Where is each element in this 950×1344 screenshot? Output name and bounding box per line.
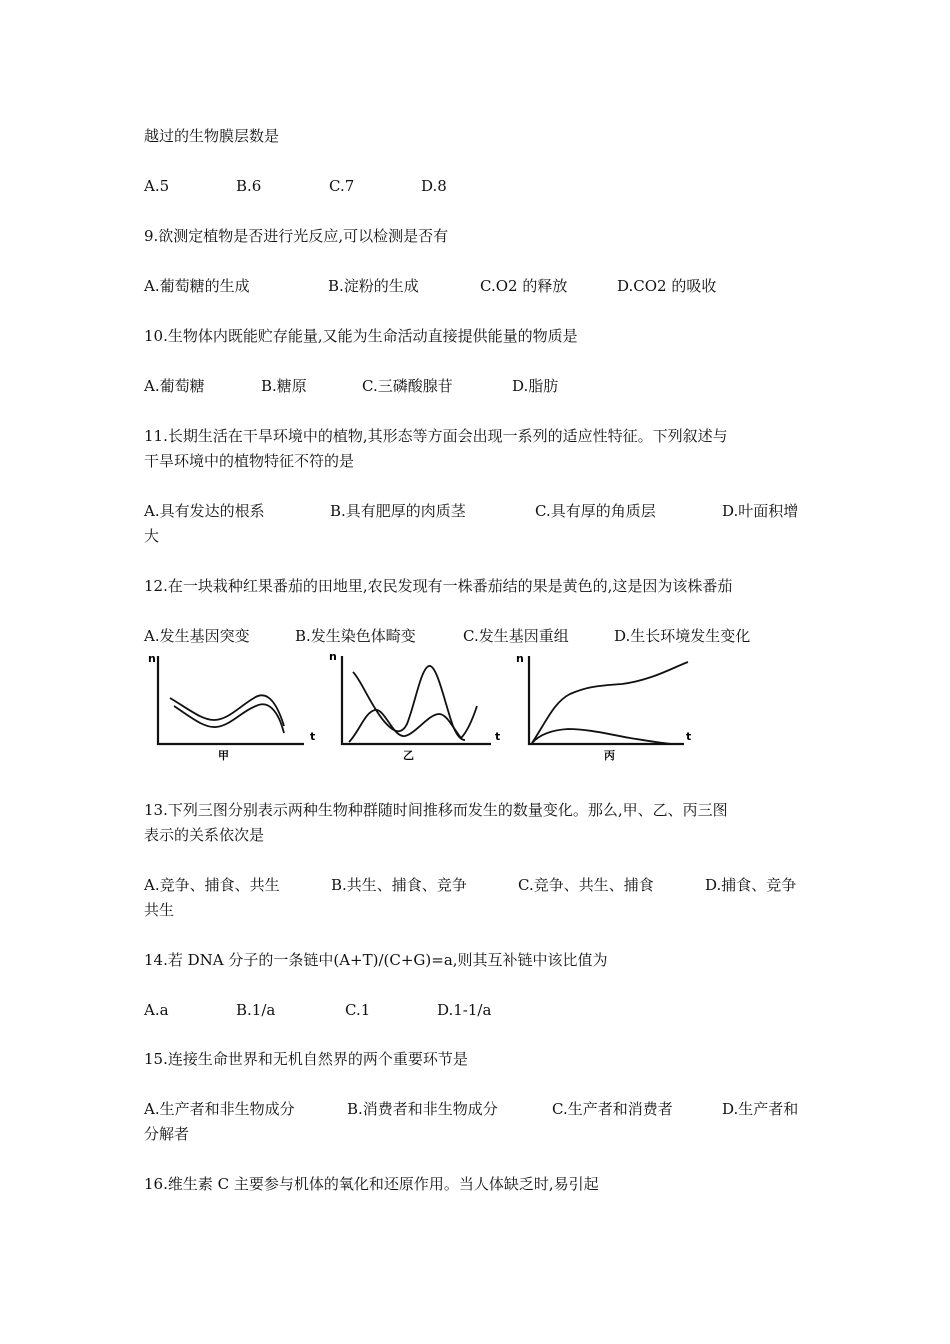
q15-option-c: C.生产者和消费者 (552, 1100, 673, 1118)
q16-stem: 16.维生素 C 主要参与机体的氧化和还原作用。当人体缺乏时,易引起 (144, 1175, 599, 1193)
q10-stem: 10.生物体内既能贮存能量,又能为生命活动直接提供能量的物质是 (144, 327, 578, 345)
q9-option-b: B.淀粉的生成 (328, 277, 419, 295)
q8-option-b: B.6 (236, 177, 262, 195)
figure-jia-x-label: t (310, 730, 316, 743)
q12-option-c: C.发生基因重组 (463, 627, 569, 645)
q12-stem: 12.在一块栽种红果番茄的田地里,农民发现有一株番茄结的果是黄色的,这是因为该株番茄 (144, 577, 733, 595)
q11-option-d-wrap: 大 (144, 527, 160, 545)
q9-option-c: C.O2 的释放 (480, 277, 568, 295)
q12-option-d: D.生长环境发生变化 (614, 627, 751, 645)
q15-stem: 15.连接生命世界和无机自然界的两个重要环节是 (144, 1050, 468, 1068)
q8-stem: 越过的生物膜层数是 (144, 127, 280, 145)
q9-option-a: A.葡萄糖的生成 (144, 277, 250, 295)
q10-option-a: A.葡萄糖 (144, 377, 205, 395)
figure-jia-curve-2 (174, 704, 284, 733)
figure-yi-axes (342, 656, 491, 744)
q13-option-d-wrap: 共生 (144, 901, 175, 919)
figure-jia (144, 648, 324, 766)
figure-yi-x-label: t (495, 730, 501, 743)
q8-option-a: A.5 (144, 177, 170, 195)
q11-option-b: B.具有肥厚的肉质茎 (330, 502, 466, 520)
figure-bing-x-label: t (686, 730, 692, 743)
q15-option-a: A.生产者和非生物成分 (144, 1100, 295, 1118)
q11-option-a: A.具有发达的根系 (144, 502, 265, 520)
figure-bing-curve-2 (532, 729, 672, 744)
q13-option-a: A.竞争、捕食、共生 (144, 876, 280, 894)
q9-stem: 9.欲测定植物是否进行光反应,可以检测是否有 (144, 227, 449, 245)
q10-option-c: C.三磷酸腺苷 (362, 377, 453, 395)
q14-option-b: B.1/a (236, 1001, 276, 1019)
figure-jia-axes (158, 656, 304, 744)
q10-option-d: D.脂肪 (512, 377, 559, 395)
figure-jia-curve-1 (170, 695, 284, 726)
q11-option-d: D.叶面积增 (722, 502, 799, 520)
figure-bing (512, 648, 702, 766)
figure-jia-label: 甲 (218, 749, 229, 762)
q15-option-b: B.消费者和非生物成分 (347, 1100, 498, 1118)
q14-option-c: C.1 (345, 1001, 371, 1019)
q13-option-d: D.捕食、竞争 (705, 876, 797, 894)
q14-option-d: D.1-1/a (437, 1001, 492, 1019)
q13-option-b: B.共生、捕食、竞争 (331, 876, 467, 894)
q13-stem-line2: 表示的关系依次是 (144, 826, 265, 844)
figure-yi (325, 648, 510, 766)
q11-stem-line1: 11.长期生活在干旱环境中的植物,其形态等方面会出现一系列的适应性特征。下列叙述与 (144, 427, 728, 445)
q8-option-c: C.7 (329, 177, 355, 195)
q12-option-b: B.发生染色体畸变 (295, 627, 416, 645)
q13-stem-line1: 13.下列三图分别表示两种生物种群随时间推移而发生的数量变化。那么,甲、乙、丙三图 (144, 801, 728, 819)
q14-stem: 14.若 DNA 分子的一条链中(A+T)/(C+G)=a,则其互补链中该比值为 (144, 951, 608, 969)
q13-option-c: C.竞争、共生、捕食 (518, 876, 654, 894)
figure-jia-y-label: n (148, 652, 156, 665)
figure-yi-label: 乙 (403, 749, 414, 762)
figure-yi-y-label: n (329, 650, 337, 663)
figure-bing-label: 丙 (604, 749, 615, 762)
q15-option-d-wrap: 分解者 (144, 1125, 190, 1143)
figure-yi-curve-1 (353, 666, 465, 740)
figure-bing-y-label: n (516, 652, 524, 665)
q15-option-d: D.生产者和 (722, 1100, 799, 1118)
q8-option-d: D.8 (421, 177, 447, 195)
q10-option-b: B.糖原 (261, 377, 307, 395)
q12-option-a: A.发生基因突变 (144, 627, 250, 645)
q14-option-a: A.a (144, 1001, 169, 1019)
q11-stem-line2: 干旱环境中的植物特征不符的是 (144, 452, 355, 470)
q9-option-d: D.CO2 的吸收 (617, 277, 717, 295)
q11-option-c: C.具有厚的角质层 (535, 502, 656, 520)
